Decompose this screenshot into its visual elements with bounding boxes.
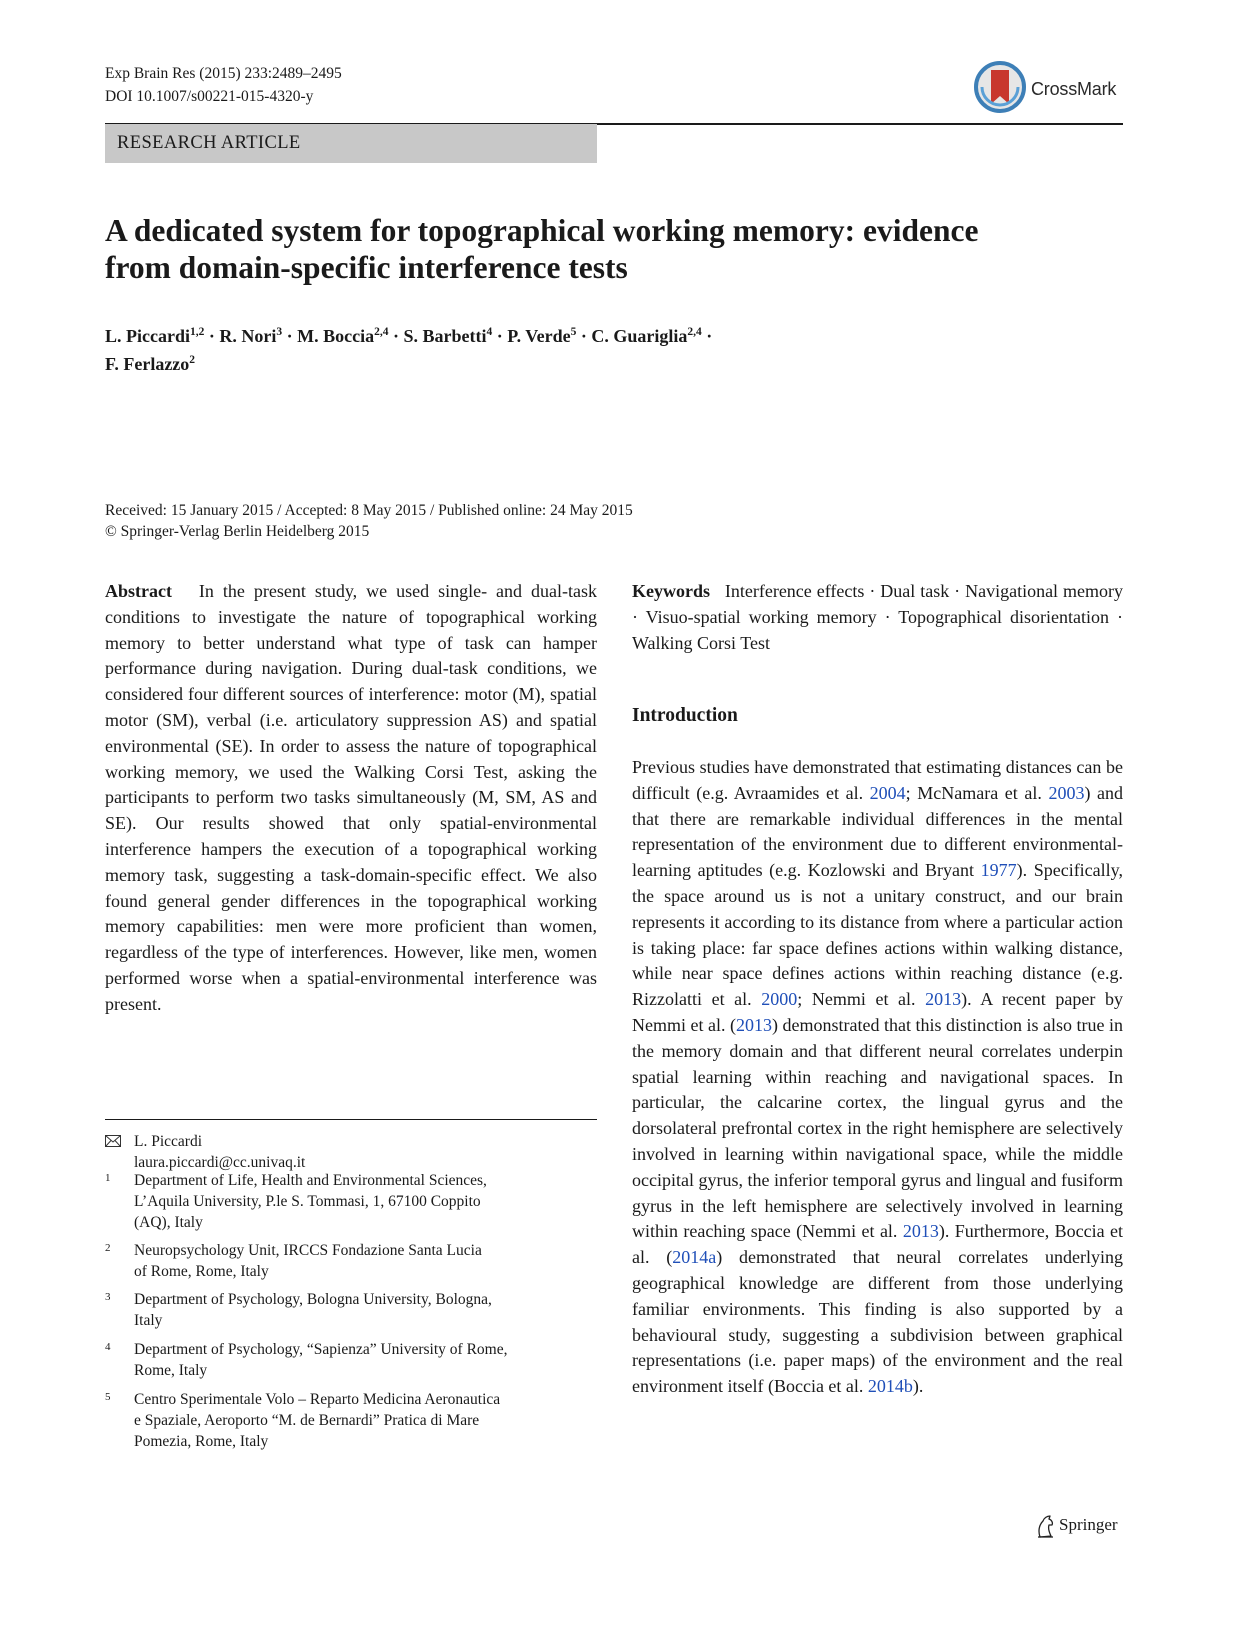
affiliation-line: Department of Life, Health and Environmental Sciences, [134,1172,487,1189]
article-title [105,212,1135,286]
journal-citation: Exp Brain Res (2015) 233:2489–2495 [105,65,342,82]
publisher-logo [1034,1513,1134,1543]
citation-link[interactable]: 2014a [672,1247,717,1268]
affiliation-line: (AQ), Italy [134,1214,203,1231]
author-name: C. Guariglia [591,326,688,346]
citation-link[interactable]: 1977 [980,860,1017,881]
footnote-rule [105,1119,597,1120]
abstract-label: Abstract [105,581,172,601]
citation-link[interactable]: 2013 [925,989,962,1010]
author-list [105,322,712,378]
abstract-text: In the present study, we used single- and dual-task conditions to investigate the nature of topographical working memory to better understand what type of task can hamper performance during navigation. During dual-task conditions, we considered four different sources of interference: motor (M), spatial motor (SM), verbal (i.e. articulatory suppression AS) and spatial environmental (SE). In order to assess the nature of topographical working memory, we used the Walking Corsi Test, asking the participants to perform two tasks simultaneously (M, SM, AS and SE). Our results showed that only spatial-environmental interference hampers the execution of a topographical working memory task, suggesting a task-domain-specific effect. We also found general gender differences in the topographical working memory capabilities: men were more proficient than women, regardless of the type of interferences. However, like men, women performed worse when a spatial-environmental interference was present. [105,581,597,1014]
author-separator: · [701,326,713,346]
author-name: R. Nori [219,326,277,346]
affiliation-line: of Rome, Rome, Italy [134,1263,269,1280]
author-line-2 [105,350,712,378]
author-affiliation-marker: 3 [276,326,283,338]
springer-horse-icon [1034,1513,1056,1539]
affiliation-number: 4 [105,1341,111,1353]
author-affiliation-marker: 2,4 [374,326,389,338]
author-separator: · [388,326,404,346]
author-separator: · [204,326,220,346]
citation-link[interactable]: 2003 [1048,782,1085,803]
body-text: ; Nemmi et al. [797,989,926,1010]
copyright: © Springer-Verlag Berlin Heidelberg 2015 [105,523,370,540]
affiliation-line: Pomezia, Rome, Italy [134,1433,269,1450]
affiliation-line: e Spaziale, Aeroporto “M. de Bernardi” Pratica di Mare [134,1412,480,1429]
affiliation-number: 3 [105,1291,111,1303]
article-type-bar [105,124,597,163]
section-heading-introduction: Introduction [632,705,738,726]
body-text: Previous studies have demonstrated that estimating distances can be difficult (e.g. Avraamides et al. [632,757,1123,803]
affiliation-line: Italy [134,1312,163,1329]
affiliation-line: Department of Psychology, “Sapienza” University of Rome, [134,1341,508,1358]
author-line-1 [105,322,712,350]
citation-link[interactable]: 2000 [761,989,798,1010]
affiliation-line: Rome, Italy [134,1362,208,1379]
affiliation-line: Neuropsychology Unit, IRCCS Fondazione Santa Lucia [134,1242,482,1259]
publisher-name: Springer [1059,1515,1118,1534]
author-name: M. Boccia [297,326,375,346]
citation-link[interactable]: 2013 [902,1221,939,1242]
article-type: RESEARCH ARTICLE [117,133,301,153]
author-affiliation-marker: 4 [486,326,493,338]
author-affiliation-marker: 1,2 [189,326,205,338]
doi[interactable]: DOI 10.1007/s00221-015-4320-y [105,88,314,105]
author-name: L. Piccardi [105,326,190,346]
abstract [105,579,597,1018]
corresponding-name: L. Piccardi [134,1133,203,1150]
body-text: ). Specifically, the space around us is not a unitary construct, and our brain represents it according to its distance from where a particular action is taking place: far space defines actions within walking distance, while near space defines actions within reaching distance (e.g. Rizzolatti et al. [632,860,1123,1010]
introduction-body [632,755,1123,1400]
body-text: ). [912,1376,924,1397]
envelope-icon [105,1135,121,1147]
title-line: A dedicated system for topographical working memory: evidence [105,213,979,248]
affiliation-number: 1 [105,1172,111,1184]
introduction-paragraph [632,755,1123,1400]
crossmark-icon [973,60,1027,114]
title-line: from domain-specific interference tests [105,250,628,285]
author-separator: · [576,326,592,346]
author-name: F. Ferlazzo [105,354,190,374]
keywords [632,579,1123,656]
keywords-label: Keywords [632,581,710,601]
author-affiliation-marker: 5 [570,326,577,338]
crossmark-badge[interactable] [973,60,1123,118]
author-separator: · [282,326,298,346]
affiliation-number: 5 [105,1391,111,1403]
publication-dates [105,500,633,542]
body-text: ) demonstrated that this distinction is also true in the memory domain and that different neural correlates underpin spatial learning within reaching and navigational spaces. In particular, the calcarine cortex, the lingual gyrus and the dorsolateral prefrontal cortex in the right hemisphere are selectively involved in learning within navigational space, while the middle occipital gyrus, the inferior temporal gyrus and lingual and fusiform gyrus in the left hemisphere are selectively involved in learning within reaching space (Nemmi et al. [632,1014,1124,1242]
author-affiliation-marker: 2 [189,354,196,366]
keywords-text: Interference effects · Dual task · Navigational memory · Visuo-spatial working memory · Topographical disorientation · Walking Corsi Test [632,581,1123,653]
body-text: ; McNamara et al. [905,782,1049,803]
author-name: P. Verde [507,326,571,346]
history-dates: Received: 15 January 2015 / Accepted: 8 May 2015 / Published online: 24 May 2015 [105,502,633,519]
citation-link[interactable]: 2014b [867,1376,913,1397]
affiliation-line: Centro Sperimentale Volo – Reparto Medicina Aeronautica [134,1391,501,1408]
author-affiliation-marker: 2,4 [687,326,702,338]
affiliation-number: 2 [105,1242,111,1254]
crossmark-label: CrossMark [1031,79,1117,99]
body-text: ) demonstrated that neural correlates underlying geographical knowledge are different from those underlying familiar environments. This finding is also supported by a behavioural study, suggesting a subdivision between graphical representations (i.e. paper maps) of the environment and the real environment itself (Boccia et al. [632,1247,1123,1397]
body-text: ). Furthermore, Boccia et al. ( [632,1221,1123,1268]
body-text: ). A recent paper by Nemmi et al. ( [632,989,1123,1035]
citation-link[interactable]: 2004 [869,782,906,803]
affiliation-line: L’Aquila University, P.le S. Tommasi, 1, 67100 Coppito [134,1193,481,1210]
body-text: ) and that there are remarkable individual differences in the mental representation of the environment due to different environmental-learning aptitudes (e.g. Kozlowski and Bryant [632,782,1124,881]
affiliation-line: Department of Psychology, Bologna University, Bologna, [134,1291,492,1308]
author-separator: · [492,326,508,346]
author-name: S. Barbetti [403,326,487,346]
citation-link[interactable]: 2013 [736,1014,772,1035]
corresponding-email[interactable]: laura.piccardi@cc.univaq.it [134,1154,306,1171]
